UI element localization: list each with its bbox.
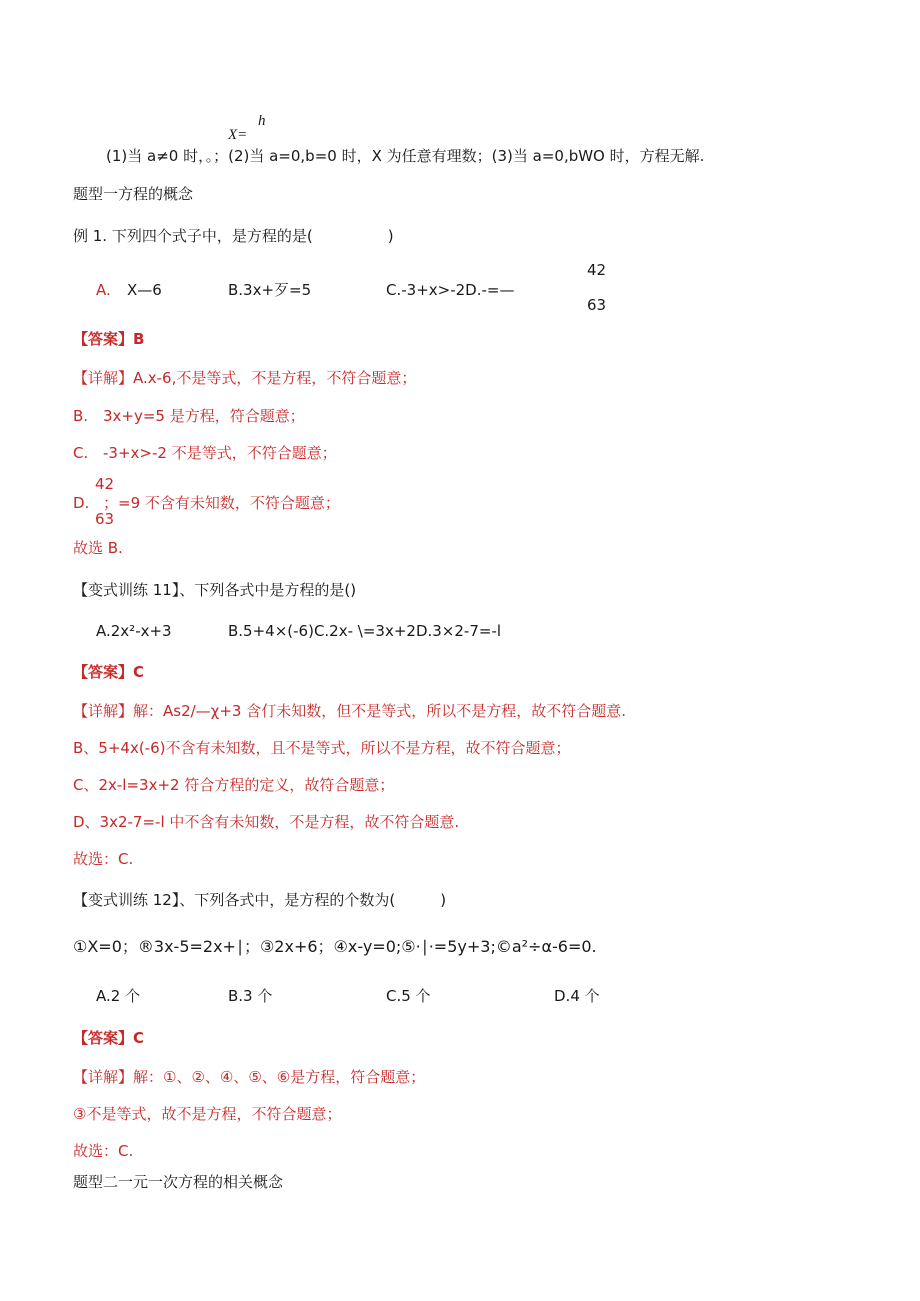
example-1-detail-d-fraction-bottom: 63 xyxy=(95,510,115,528)
example-1-detail-a: 【详解】A.x-6,不是等式，不是方程，不符合题意； xyxy=(73,369,417,387)
variant-11-detail-3: C、2x-l=3x+2 符合方程的定义，故符合题意； xyxy=(73,776,395,794)
example-1-option-a-label: A. xyxy=(96,281,111,299)
variant-11-question: 【变式训练 11】、下列各式中是方程的是() xyxy=(73,581,357,599)
intro-cases: (1)当 a≠0 时，。；(2)当 a=0,b=0 时，X 为任意有理数；(3)当 a=0,bWO 时，方程无解. xyxy=(106,147,705,165)
example-1-detail-d-label: D. xyxy=(73,494,90,512)
example-1-option-cd: C.-3+x>-2D.-=— xyxy=(386,281,515,299)
variant-12-option-d: D.4 个 xyxy=(554,987,600,1005)
variant-11-detail-2: B、5+4x(-6)不含有未知数，且不是等式，所以不是方程，故不符合题意； xyxy=(73,739,571,757)
variant-12-answer: 【答案】C xyxy=(73,1029,145,1047)
variant-12-detail-2: ③不是等式，故不是方程，不符合题意； xyxy=(73,1105,342,1123)
variant-12-detail-1: 【详解】解：①、②、④、⑤、⑥是方程，符合题意； xyxy=(73,1068,426,1086)
example-1-question: 例 1. 下列四个式子中，是方程的是( ) xyxy=(73,227,394,245)
example-1-detail-c-label: C. xyxy=(73,444,89,462)
example-1-fraction-top: 42 xyxy=(587,261,607,279)
variant-11-option-bcd: B.5+4×(-6)C.2x- \=3x+2D.3×2-7=-l xyxy=(228,622,502,640)
example-1-option-b: B.3x+歹=5 xyxy=(228,281,312,299)
section-title-1: 题型一方程的概念 xyxy=(73,185,194,203)
variant-11-answer: 【答案】C xyxy=(73,663,145,681)
variant-11-detail-1: 【详解】解：As2/—χ+3 含仃未知数，但不是等式，所以不是方程，故不符合题意. xyxy=(73,702,626,720)
variant-12-conclusion: 故选：C. xyxy=(73,1142,134,1160)
example-1-detail-d-fraction-top: 42 xyxy=(95,475,115,493)
example-1-detail-b: 3x+y=5 是方程，符合题意； xyxy=(103,407,305,425)
variant-12-option-c: C.5 个 xyxy=(386,987,431,1005)
section-title-2: 题型二一元一次方程的相关概念 xyxy=(73,1173,284,1191)
example-1-detail-b-label: B. xyxy=(73,407,89,425)
variant-11-conclusion: 故选：C. xyxy=(73,850,134,868)
example-1-detail-c: -3+x>-2 不是等式，不符合题意； xyxy=(103,444,337,462)
fraction-numerator: h xyxy=(258,113,266,129)
example-1-fraction-bottom: 63 xyxy=(587,296,607,314)
example-1-conclusion: 故选 B. xyxy=(73,539,123,557)
variant-12-formulas: ①X=0；®3x-5=2x+∣；③2x+6；④x-y=0;⑤·∣·=5y+3;©a²÷α-6=0. xyxy=(73,937,597,956)
fraction-variable: X= xyxy=(228,127,248,143)
example-1-detail-d: ；=9 不含有未知数，不符合题意； xyxy=(103,494,340,512)
variant-11-detail-4: D、3x2-7=-l 中不含有未知数，不是方程，故不符合题意. xyxy=(73,813,460,831)
example-1-option-a: X—6 xyxy=(127,281,162,299)
variant-11-option-a: A.2x²-x+3 xyxy=(96,622,172,640)
variant-12-question: 【变式训练 12】、下列各式中，是方程的个数为( ) xyxy=(73,891,447,909)
variant-12-option-b: B.3 个 xyxy=(228,987,273,1005)
example-1-answer: 【答案】B xyxy=(73,330,145,348)
variant-12-option-a: A.2 个 xyxy=(96,987,141,1005)
